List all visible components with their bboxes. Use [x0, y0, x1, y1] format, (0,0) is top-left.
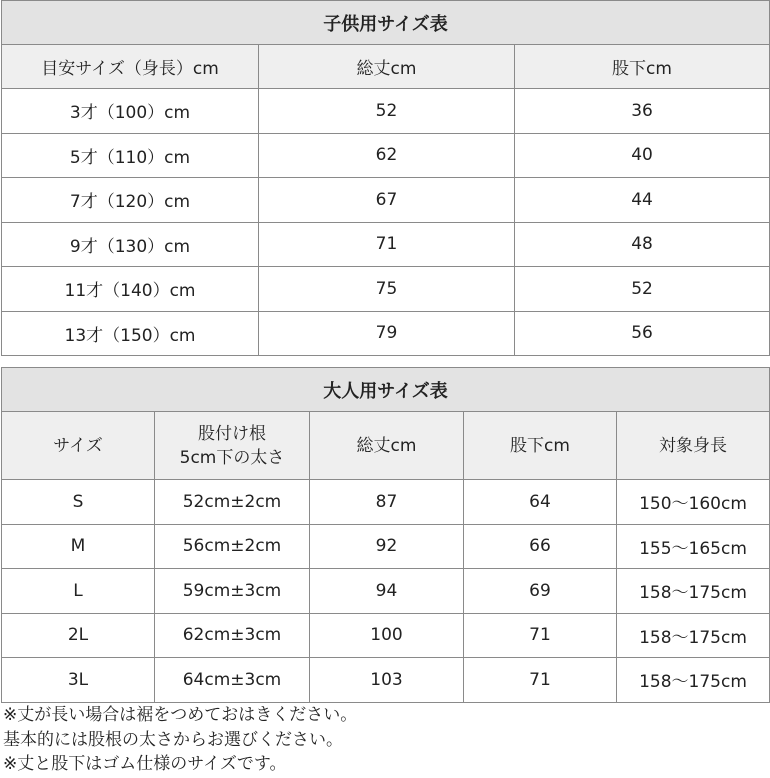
table-row	[2, 613, 770, 658]
adult-header-height	[617, 412, 770, 480]
note-choose-by-thigh: 基本的には股根の太さからお選びください。	[3, 729, 343, 750]
adult-header-height-label: 対象身長	[659, 435, 727, 456]
kids-size-cell: 11才（140）cm	[2, 267, 259, 312]
kids-table-title: 子供用サイズ表	[2, 1, 770, 45]
adult-inseam-cell: 64	[464, 480, 617, 525]
adult-thigh-cell: 56cm±2cm	[155, 524, 310, 569]
kids-length-cell: 62	[259, 133, 515, 178]
adult-header-inseam-label: 股下cm	[510, 435, 570, 456]
table-row	[2, 524, 770, 569]
kids-length-cell: 52	[259, 89, 515, 134]
adult-thigh-cell: 64cm±3cm	[155, 658, 310, 703]
adult-height-cell: 158〜175cm	[617, 658, 770, 703]
adult-header-thigh-line1: 股付け根	[198, 423, 266, 444]
table-row	[2, 89, 770, 134]
kids-length-cell: 67	[259, 178, 515, 223]
kids-header-row	[2, 45, 770, 89]
adult-size-cell: S	[2, 480, 155, 525]
adult-header-inseam	[464, 412, 617, 480]
adult-inseam-cell: 71	[464, 658, 617, 703]
adult-header-row	[2, 412, 770, 480]
kids-size-table	[1, 0, 770, 356]
kids-header-length: 総丈cm	[259, 45, 515, 89]
adult-thigh-cell: 62cm±3cm	[155, 613, 310, 658]
adult-inseam-cell: 71	[464, 613, 617, 658]
kids-inseam-cell: 52	[515, 267, 770, 312]
kids-header-inseam: 股下cm	[515, 45, 770, 89]
kids-length-cell: 71	[259, 222, 515, 267]
adult-thigh-cell: 52cm±2cm	[155, 480, 310, 525]
table-row	[2, 178, 770, 223]
kids-size-cell: 13才（150）cm	[2, 311, 259, 356]
adult-length-cell: 103	[310, 658, 464, 703]
adult-size-cell: M	[2, 524, 155, 569]
adult-height-cell: 158〜175cm	[617, 569, 770, 614]
kids-size-cell: 5才（110）cm	[2, 133, 259, 178]
table-row	[2, 133, 770, 178]
kids-length-cell: 75	[259, 267, 515, 312]
note-elastic-spec: ※丈と股下はゴム仕様のサイズです。	[3, 754, 287, 774]
adult-header-length-label: 総丈cm	[356, 435, 417, 456]
adult-length-cell: 94	[310, 569, 464, 614]
kids-inseam-cell: 56	[515, 311, 770, 356]
adult-height-cell: 155〜165cm	[617, 524, 770, 569]
adult-length-cell: 92	[310, 524, 464, 569]
kids-inseam-cell: 48	[515, 222, 770, 267]
kids-length-cell: 79	[259, 311, 515, 356]
table-row	[2, 222, 770, 267]
adult-header-length	[310, 412, 464, 480]
adult-table-title: 大人用サイズ表	[2, 368, 770, 412]
adult-header-thigh-line2: 5cm下の太さ	[179, 447, 285, 468]
adult-size-table	[1, 367, 770, 703]
adult-length-cell: 87	[310, 480, 464, 525]
kids-size-cell: 9才（130）cm	[2, 222, 259, 267]
adult-inseam-cell: 66	[464, 524, 617, 569]
adult-header-thigh	[155, 412, 310, 480]
adult-thigh-cell: 59cm±3cm	[155, 569, 310, 614]
adult-length-cell: 100	[310, 613, 464, 658]
table-row	[2, 569, 770, 614]
adult-header-size-label: サイズ	[53, 435, 103, 456]
kids-inseam-cell: 44	[515, 178, 770, 223]
kids-size-cell: 7才（120）cm	[2, 178, 259, 223]
kids-header-size: 目安サイズ（身長）cm	[2, 45, 259, 89]
adult-header-size	[2, 412, 155, 480]
kids-title-row	[2, 1, 770, 45]
size-notes	[3, 703, 767, 777]
table-row	[2, 267, 770, 312]
adult-size-cell: L	[2, 569, 155, 614]
adult-inseam-cell: 69	[464, 569, 617, 614]
adult-title-row	[2, 368, 770, 412]
table-row	[2, 658, 770, 703]
kids-inseam-cell: 40	[515, 133, 770, 178]
table-row	[2, 311, 770, 356]
adult-height-cell: 150〜160cm	[617, 480, 770, 525]
table-row	[2, 480, 770, 525]
note-hem-length: ※丈が長い場合は裾をつめておはきください。	[3, 705, 358, 725]
kids-size-cell: 3才（100）cm	[2, 89, 259, 134]
adult-height-cell: 158〜175cm	[617, 613, 770, 658]
adult-size-cell: 3L	[2, 658, 155, 703]
adult-size-cell: 2L	[2, 613, 155, 658]
kids-inseam-cell: 36	[515, 89, 770, 134]
